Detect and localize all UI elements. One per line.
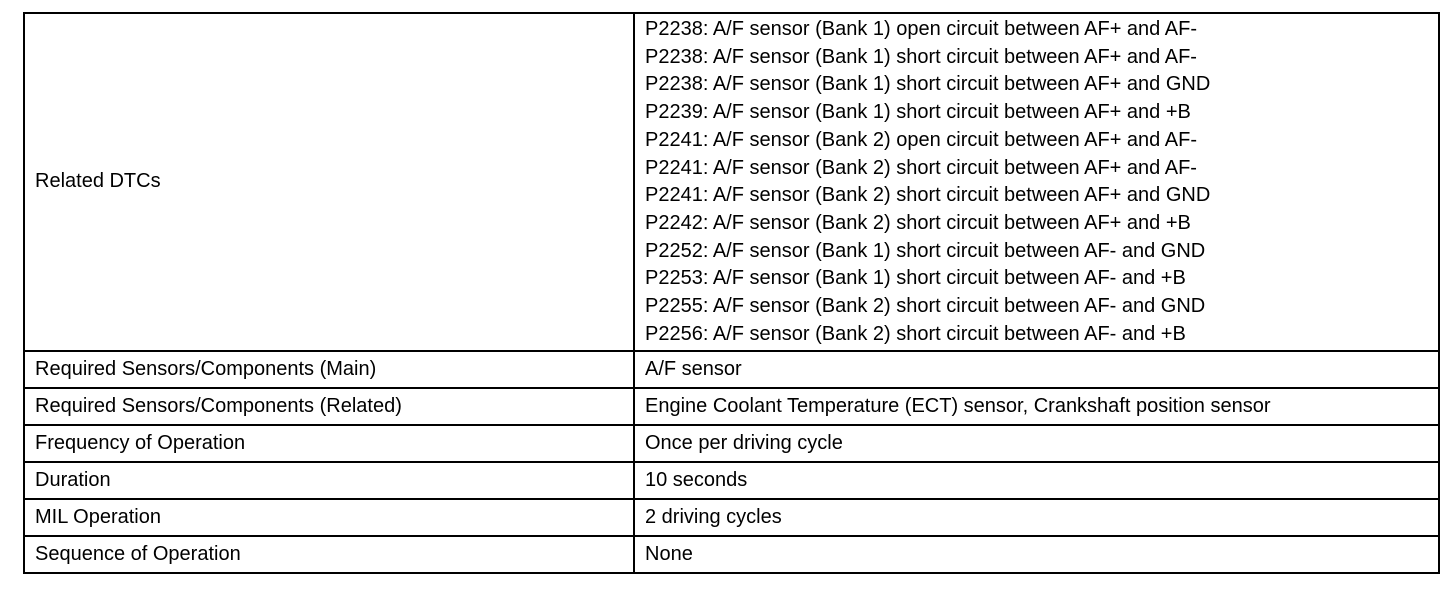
required-related-label: Required Sensors/Components (Related)	[24, 388, 634, 425]
sequence-value: None	[634, 536, 1439, 573]
frequency-value: Once per driving cycle	[634, 425, 1439, 462]
related-dtcs-list	[634, 13, 1439, 351]
table-row-mil-operation	[24, 499, 1439, 536]
dtc-item: P2255: A/F sensor (Bank 2) short circuit between AF- and GND	[645, 295, 1206, 318]
duration-value: 10 seconds	[634, 462, 1439, 499]
dtc-item: P2238: A/F sensor (Bank 1) open circuit between AF+ and AF-	[645, 18, 1197, 40]
frequency-label: Frequency of Operation	[24, 425, 634, 462]
mil-operation-value: 2 driving cycles	[634, 499, 1439, 536]
duration-label: Duration	[24, 462, 634, 499]
dtc-item: P2253: A/F sensor (Bank 1) short circuit between AF- and +B	[645, 267, 1186, 290]
dtc-item: P2241: A/F sensor (Bank 2) open circuit between AF+ and AF-	[645, 128, 1197, 151]
required-main-label: Required Sensors/Components (Main)	[24, 351, 634, 388]
dtc-item: P2256: A/F sensor (Bank 2) short circuit between AF- and +B	[645, 322, 1186, 345]
dtc-item: P2241: A/F sensor (Bank 2) short circuit between AF+ and GND	[645, 184, 1211, 207]
dtc-item: P2242: A/F sensor (Bank 2) short circuit between AF+ and +B	[645, 211, 1191, 234]
table-row-frequency	[24, 425, 1439, 462]
dtc-item: P2252: A/F sensor (Bank 1) short circuit between AF- and GND	[645, 239, 1206, 262]
required-main-value: A/F sensor	[634, 351, 1439, 388]
table-row-required-related	[24, 388, 1439, 425]
mil-operation-label: MIL Operation	[24, 499, 634, 536]
sequence-label: Sequence of Operation	[24, 536, 634, 573]
related-dtcs-label: Related DTCs	[24, 13, 634, 351]
monitor-spec-table	[23, 12, 1440, 574]
table-row-duration	[24, 462, 1439, 499]
table-row-sequence	[24, 536, 1439, 573]
dtc-item: P2238: A/F sensor (Bank 1) short circuit between AF+ and GND	[645, 73, 1211, 96]
dtc-item: P2241: A/F sensor (Bank 2) short circuit between AF+ and AF-	[645, 156, 1197, 179]
table-row-related-dtcs	[24, 13, 1439, 351]
table-row-required-main	[24, 351, 1439, 388]
dtc-item: P2238: A/F sensor (Bank 1) short circuit between AF+ and AF-	[645, 45, 1197, 68]
required-related-value: Engine Coolant Temperature (ECT) sensor, Crankshaft position sensor	[634, 388, 1439, 425]
dtc-item: P2239: A/F sensor (Bank 1) short circuit between AF+ and +B	[645, 101, 1191, 124]
